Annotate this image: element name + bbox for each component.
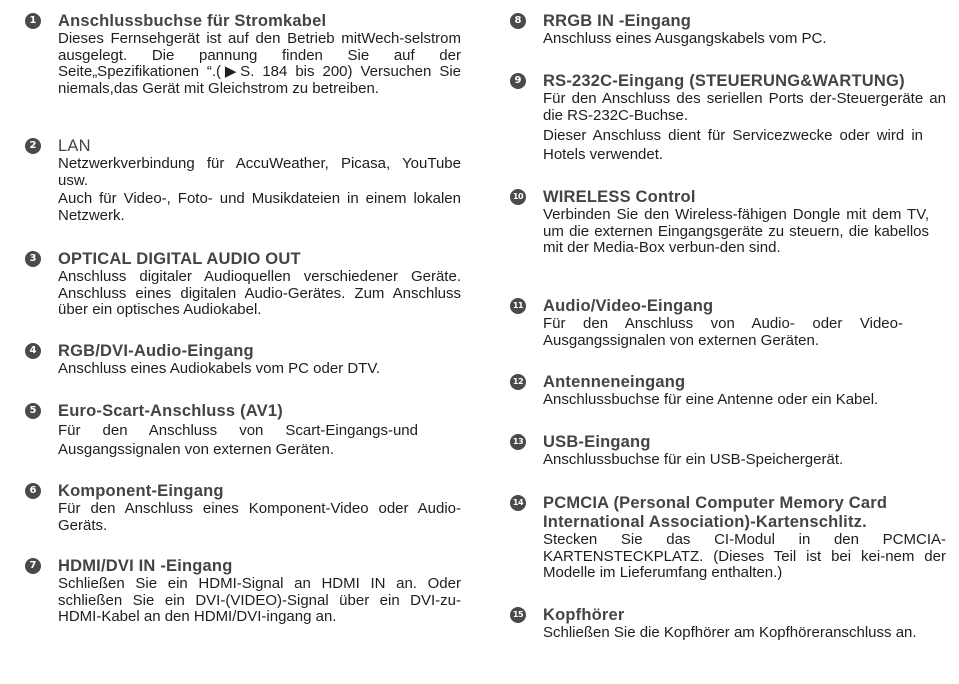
item-title: RRGB IN -Eingang: [543, 12, 692, 30]
item-rrgb-in: [514, 12, 946, 48]
item-description: Für den Anschluss des seriellen Ports der-Steuergeräte an die RS-232C-Buchse.: [543, 90, 946, 124]
number-badge-14: 14: [510, 495, 526, 511]
item-title: OPTICAL DIGITAL AUDIO OUT: [58, 250, 301, 268]
number-badge-9: 9: [510, 73, 526, 89]
item-power-socket: [29, 12, 461, 97]
item-euro-scart: [29, 402, 418, 459]
item-description: Auch für Video-, Foto- und Musikdateien in einem lokalen Netzwerk.: [58, 190, 461, 224]
item-description: Anschluss digitaler Audioquellen verschiedener Geräte. Anschluss eines digitalen Audio-Gerätes. Zum Anschluss über ein optisches Audiokabel.: [58, 268, 461, 318]
item-antenna-in: [512, 373, 953, 409]
item-title: RGB/DVI-Audio-Eingang: [58, 342, 254, 360]
item-lan: [29, 137, 461, 224]
item-hdmi-dvi-in: [29, 557, 461, 626]
number-badge-2: 2: [25, 138, 41, 154]
item-pcmcia: [512, 494, 946, 582]
number-badge-1: 1: [25, 13, 41, 29]
item-description: Anschluss eines Audiokabels vom PC oder DTV.: [58, 360, 381, 377]
item-title: Euro-Scart-Anschluss (AV1): [58, 402, 283, 420]
item-title: Audio/Video-Eingang: [543, 297, 714, 315]
number-badge-13: 13: [510, 434, 526, 450]
number-badge-8: 8: [510, 13, 526, 29]
item-headphones: [512, 606, 946, 642]
item-description: Für den Anschluss eines Komponent-Video oder Audio-Geräts.: [58, 500, 461, 534]
item-title: USB-Eingang: [543, 433, 651, 451]
number-badge-3: 3: [25, 251, 41, 267]
item-title: Kopfhörer: [543, 606, 625, 624]
item-title: WIRELESS Control: [543, 188, 696, 206]
number-badge-4: 4: [25, 343, 41, 359]
item-description: Stecken Sie das CI-Modul in den PCMCIA-KARTENSTECKPLATZ. (Dieses Teil ist bei kei-nem der Modelle im Lieferumfang enthalten.): [543, 531, 946, 581]
item-description: Netzwerkverbindung für AccuWeather, Picasa, YouTube usw.: [58, 155, 461, 189]
item-component: [29, 482, 461, 534]
item-description: Dieser Anschluss dient für Servicezwecke oder wird in Hotels verwendet.: [543, 127, 923, 163]
item-description: Für den Anschluss von Audio- oder Video-Ausgangssignalen von externen Geräten.: [543, 315, 903, 349]
number-badge-10: 10: [510, 189, 526, 205]
item-wireless-control: [512, 188, 929, 257]
item-audio-video-in: [512, 297, 903, 349]
item-description: Schließen Sie ein HDMI-Signal an HDMI IN an. Oder schließen Sie ein DVI-(VIDEO)-Signal über ein DVI-zu-HDMI-Kabel an den HDMI/DVI-ingang an.: [58, 575, 461, 625]
number-badge-6: 6: [25, 483, 41, 499]
item-description: Schließen Sie die Kopfhörer am Kopfhöreranschluss an.: [543, 624, 917, 641]
item-description: Anschluss eines Ausgangskabels vom PC.: [543, 30, 827, 47]
item-rgb-dvi-audio: [29, 342, 461, 378]
item-description: Dieses Fernsehgerät ist auf den Betrieb mitWech-selstrom ausgelegt. Die pannung finden Sie auf der Seite„Spezifikationen “.(▶S. 184 bis 200) Versuchen Sie niemals,das Gerät mit Gleichstrom zu betreiben.: [58, 30, 461, 97]
item-description: Anschlussbuchse für ein USB-Speichergerät.: [543, 451, 844, 468]
item-description: Anschlussbuchse für eine Antenne oder ein Kabel.: [543, 391, 879, 408]
item-description: Verbinden Sie den Wireless-fähigen Dongle mit dem TV, um die externen Eingangsgeräte zu steuern, die kabellos mit der Media-Box verbun-den sind.: [543, 206, 929, 256]
number-badge-15: 15: [510, 607, 526, 623]
number-badge-12: 12: [510, 374, 526, 390]
item-title: RS-232C-Eingang (STEUERUNG&WARTUNG): [543, 72, 905, 90]
item-title: PCMCIA (Personal Computer Memory Card International Association)-Kartenschlitz.: [543, 494, 888, 531]
item-rs232c: [514, 72, 946, 164]
item-title: Antenneneingang: [543, 373, 686, 391]
item-description: Für den Anschluss von Scart-Eingangs-und Ausgangssignalen von externen Geräten.: [58, 422, 418, 458]
item-title: LAN: [58, 137, 91, 155]
item-title: Anschlussbuchse für Stromkabel: [58, 12, 327, 30]
item-optical-audio-out: [29, 250, 461, 319]
number-badge-11: 11: [510, 298, 526, 314]
number-badge-7: 7: [25, 558, 41, 574]
item-usb-in: [512, 433, 946, 469]
item-title: Komponent-Eingang: [58, 482, 224, 500]
number-badge-5: 5: [25, 403, 41, 419]
item-title: HDMI/DVI IN -Eingang: [58, 557, 233, 575]
